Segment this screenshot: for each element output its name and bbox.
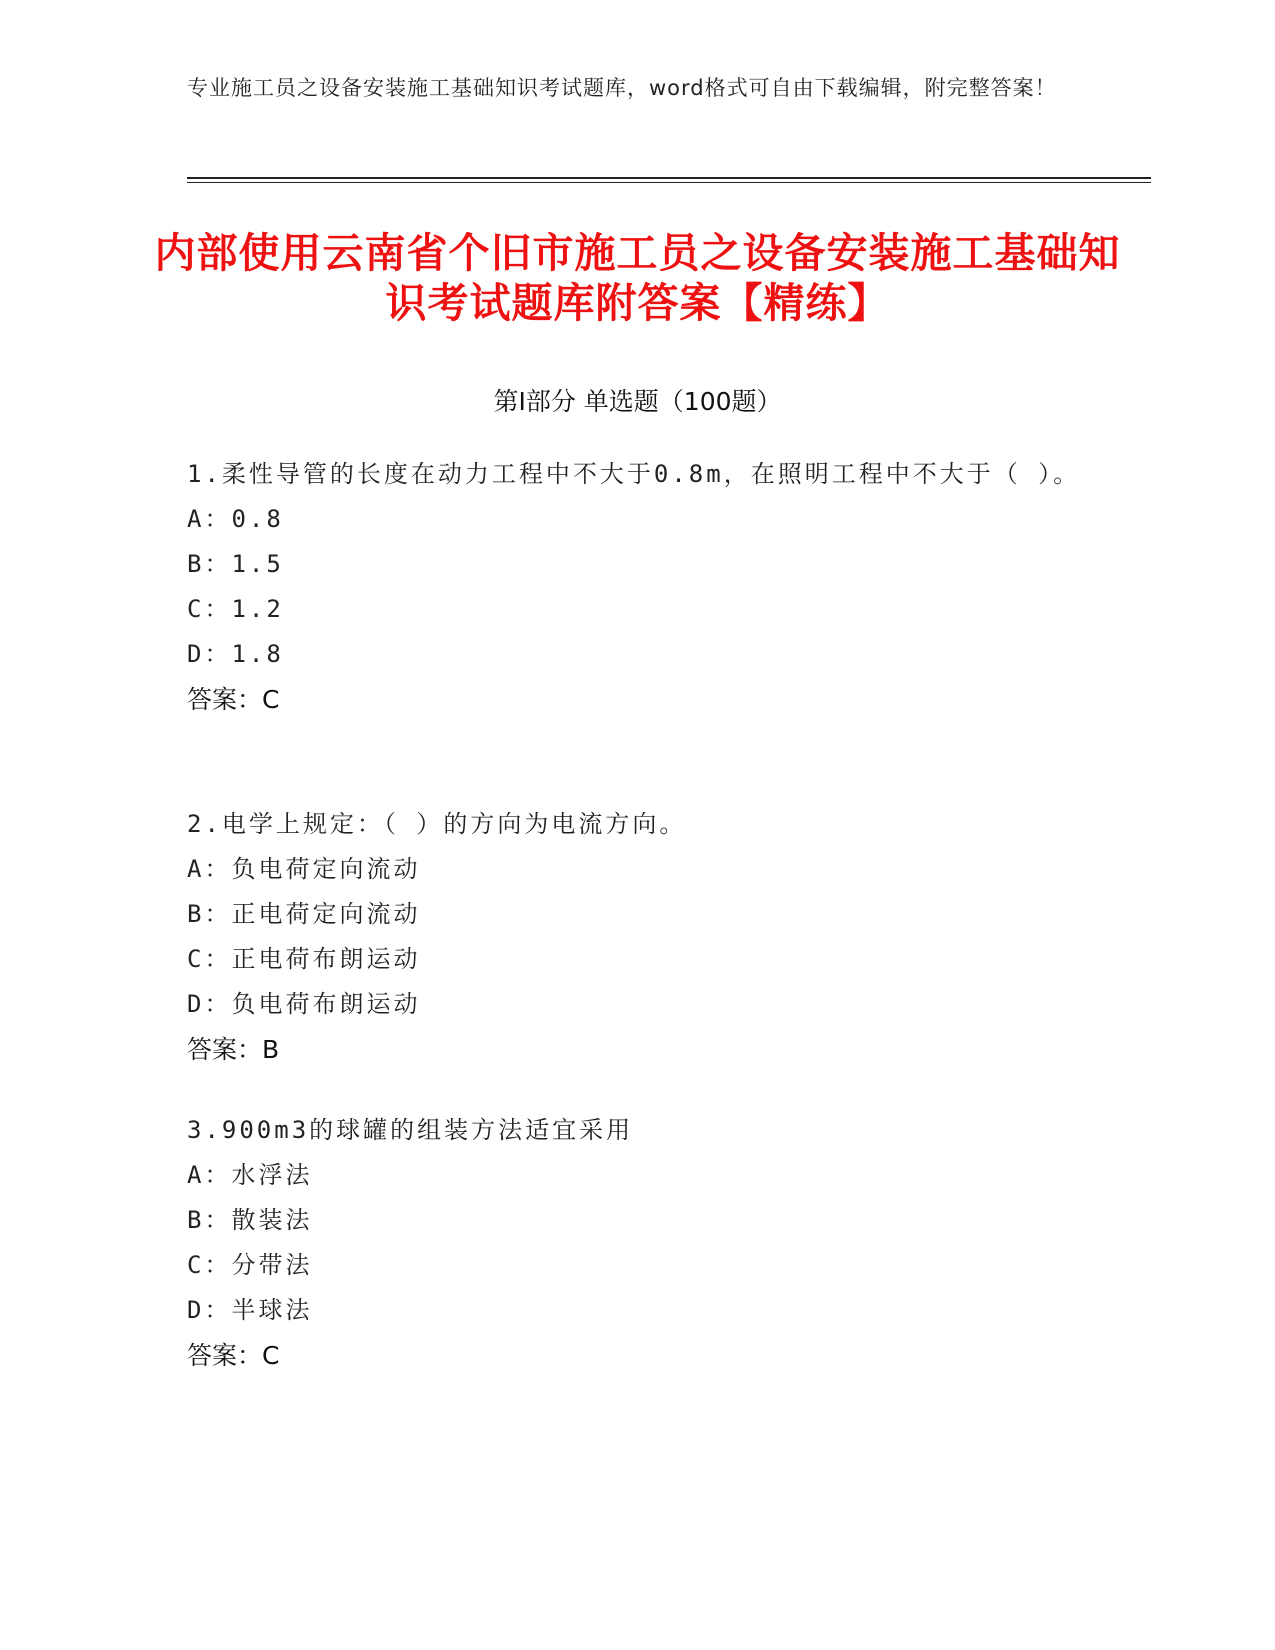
question-2-option-b: B：正电荷定向流动 — [187, 900, 421, 928]
question-2-option-a: A：负电荷定向流动 — [187, 855, 421, 883]
question-3-option-b: B：散装法 — [187, 1206, 313, 1234]
question-2 — [187, 802, 1087, 1072]
header-note: 专业施工员之设备安装施工基础知识考试题库，word格式可自由下载编辑，附完整答案！ — [187, 76, 1057, 100]
question-3-option-d: D：半球法 — [187, 1296, 313, 1324]
question-3-option-c: C：分带法 — [187, 1251, 313, 1279]
question-1-answer: 答案：C — [187, 685, 280, 714]
document-title: 内部使用云南省个旧市施工员之设备安装施工基础知识考试题库附答案【精练】 — [154, 229, 1121, 327]
header-divider-thick — [187, 177, 1151, 179]
question-1-option-d: D：1.8 — [187, 640, 284, 668]
question-3 — [187, 1108, 1087, 1378]
question-2-option-d: D：负电荷布朗运动 — [187, 990, 421, 1018]
question-2-option-c: C：正电荷布朗运动 — [187, 945, 421, 973]
header-divider-thin — [187, 182, 1151, 183]
question-3-option-a: A：水浮法 — [187, 1161, 313, 1189]
question-2-text: 2.电学上规定：（ ）的方向为电流方向。 — [187, 810, 687, 838]
question-1-option-b: B：1.5 — [187, 550, 284, 578]
question-1-option-c: C：1.2 — [187, 595, 284, 623]
question-3-text: 3.900m3的球罐的组装方法适宜采用 — [187, 1116, 634, 1144]
question-1-text: 1.柔性导管的长度在动力工程中不大于0.8m，在照明工程中不大于（ ）。 — [187, 460, 1081, 488]
question-1 — [187, 452, 1087, 722]
question-2-answer: 答案：B — [187, 1035, 280, 1064]
question-1-option-a: A：0.8 — [187, 505, 284, 533]
question-3-answer: 答案：C — [187, 1341, 280, 1370]
section-heading: 第I部分 单选题（100题） — [493, 387, 782, 416]
